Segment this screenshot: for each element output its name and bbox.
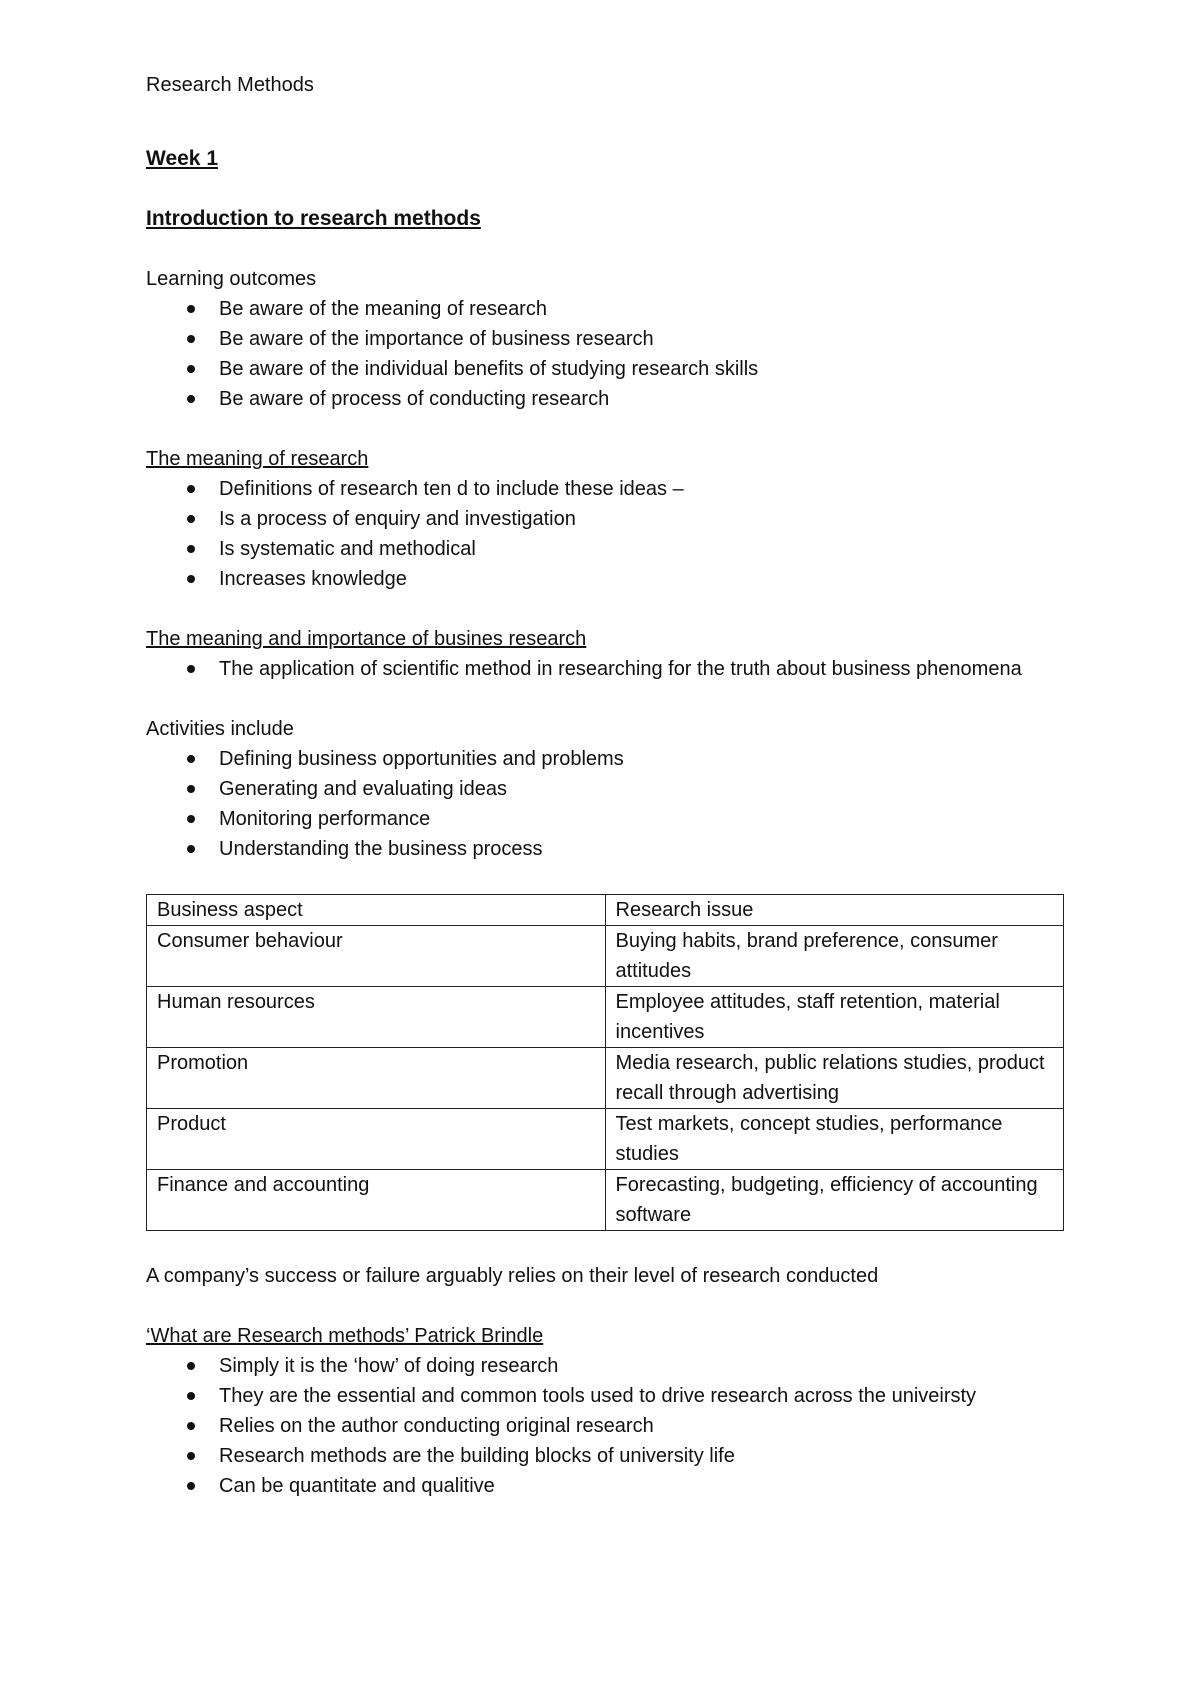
learning-outcomes-label: Learning outcomes xyxy=(146,268,317,290)
table-cell: Test markets, concept studies, performance studies xyxy=(605,1109,1064,1170)
list-item: Is systematic and methodical xyxy=(146,534,1066,564)
table-cell: Media research, public relations studies, product recall through advertising xyxy=(605,1048,1064,1109)
list-item: Can be quantitate and qualitive xyxy=(146,1471,1066,1501)
list-item: The application of scientific method in researching for the truth about business phenomena xyxy=(146,654,1066,684)
activities-list xyxy=(146,744,1066,864)
list-item: Be aware of the importance of business research xyxy=(146,324,1066,354)
list-item: Be aware of the individual benefits of studying research skills xyxy=(146,354,1066,384)
business-research-list xyxy=(146,654,1066,684)
meaning-of-research-list xyxy=(146,474,1066,594)
table-cell: Product xyxy=(147,1109,606,1170)
table-header-cell: Research issue xyxy=(605,895,1064,926)
conclusion-statement: A company’s success or failure arguably relies on their level of research conducted xyxy=(146,1265,879,1287)
table-cell: Finance and accounting xyxy=(147,1170,606,1231)
list-item: Be aware of the meaning of research xyxy=(146,294,1066,324)
list-item: Defining business opportunities and problems xyxy=(146,744,1066,774)
list-item: Be aware of process of conducting research xyxy=(146,384,1066,414)
table-row xyxy=(147,1170,1064,1231)
business-research-heading: The meaning and importance of busines research xyxy=(146,628,587,650)
document-title: Research Methods xyxy=(146,74,314,96)
table-row xyxy=(147,1048,1064,1109)
learning-outcomes-list xyxy=(146,294,1066,414)
table-cell: Human resources xyxy=(147,987,606,1048)
list-item: Monitoring performance xyxy=(146,804,1066,834)
list-item: Increases knowledge xyxy=(146,564,1066,594)
table-cell: Promotion xyxy=(147,1048,606,1109)
list-item: Definitions of research ten d to include these ideas – xyxy=(146,474,1066,504)
business-aspects-table xyxy=(146,894,1064,1231)
table-row xyxy=(147,1109,1064,1170)
table-row xyxy=(147,926,1064,987)
table-cell: Buying habits, brand preference, consumer attitudes xyxy=(605,926,1064,987)
section-heading: Introduction to research methods xyxy=(146,207,481,230)
table-header-cell: Business aspect xyxy=(147,895,606,926)
list-item: Is a process of enquiry and investigation xyxy=(146,504,1066,534)
list-item: Relies on the author conducting original research xyxy=(146,1411,1066,1441)
document-page xyxy=(146,70,1066,1531)
list-item: Understanding the business process xyxy=(146,834,1066,864)
table-header-row xyxy=(147,895,1064,926)
table-cell: Forecasting, budgeting, efficiency of accounting software xyxy=(605,1170,1064,1231)
table-row xyxy=(147,987,1064,1048)
brindle-heading: ‘What are Research methods’ Patrick Brindle xyxy=(146,1325,544,1347)
list-item: They are the essential and common tools used to drive research across the univeirsty xyxy=(146,1381,1066,1411)
meaning-of-research-heading: The meaning of research xyxy=(146,448,369,470)
brindle-list xyxy=(146,1351,1066,1501)
list-item: Generating and evaluating ideas xyxy=(146,774,1066,804)
activities-label: Activities include xyxy=(146,718,294,740)
table-cell: Consumer behaviour xyxy=(147,926,606,987)
list-item: Simply it is the ‘how’ of doing research xyxy=(146,1351,1066,1381)
list-item: Research methods are the building blocks of university life xyxy=(146,1441,1066,1471)
table-cell: Employee attitudes, staff retention, material incentives xyxy=(605,987,1064,1048)
week-heading: Week 1 xyxy=(146,147,218,170)
